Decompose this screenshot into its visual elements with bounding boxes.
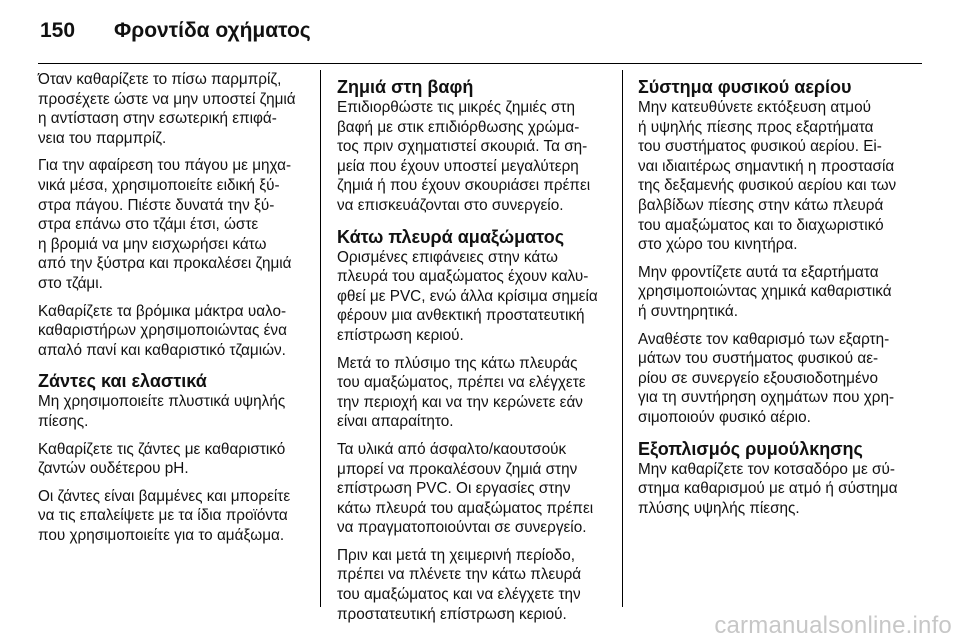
text-line: νικά μέσα, χρησιμοποιείτε ειδική ξύ- xyxy=(38,176,280,194)
column-right xyxy=(638,70,910,526)
text-line: μεία που έχουν υποστεί μεγαλύτερη xyxy=(337,157,579,175)
paragraph xyxy=(337,546,605,624)
text-line: προστατευτική επίστρωση κεριού. xyxy=(337,605,567,623)
paragraph xyxy=(38,156,310,293)
text-line: Οι ζάντες είναι βαμμένες και μπορείτε xyxy=(38,487,291,505)
text-line: τος πριν σχηματιστεί σκουριά. Τα ση- xyxy=(337,138,588,156)
text-line: του συστήματος φυσικού αερίου. Ei- xyxy=(638,138,882,156)
text-line: ρίου σε συνεργείο εξουσιοδοτημένο xyxy=(638,369,878,387)
text-line: ζαντών ουδέτερου pH. xyxy=(38,460,189,478)
text-line: στο χώρο του κινητήρα. xyxy=(638,236,798,254)
text-line: Μετά το πλύσιμο της κάτω πλευράς xyxy=(337,354,578,372)
section-heading-underbody: Κάτω πλευρά αμαξώματος xyxy=(337,226,565,247)
text-line: να επισκευάζονται στο συνεργείο. xyxy=(337,196,564,214)
text-line: προσέχετε ώστε να μην υποστεί ζημιά xyxy=(38,90,296,108)
text-line: για τη συντήρηση οχημάτων που χρη- xyxy=(638,389,895,407)
text-line: βαφή με στικ επιδιόρθωσης χρώμα- xyxy=(337,118,580,136)
text-line: Τα υλικά από άσφαλτο/καουτσούκ xyxy=(337,440,567,458)
text-line: από την ξύστρα και προκαλέσει ζημιά xyxy=(38,255,292,273)
section-heading-natural-gas: Σύστημα φυσικού αερίου xyxy=(638,77,852,97)
text-line: στο τζάμι. xyxy=(38,274,103,292)
watermark: carmanualsonline.info xyxy=(714,612,952,639)
text-line: ή υψηλής πίεσης προς εξαρτήματα xyxy=(638,118,874,136)
text-line: πίεσης. xyxy=(38,412,89,430)
text-line: Καθαρίζετε τις ζάντες με καθαριστικό xyxy=(38,440,286,458)
paragraph xyxy=(337,354,605,432)
text-line: Μην καθαρίζετε τον κοτσαδόρο με σύ- xyxy=(638,460,895,478)
text-line: στρα πάγου. Πιέστε δυνατά την ξύ- xyxy=(38,196,275,214)
paragraph xyxy=(337,440,605,538)
text-line: Πριν και μετά τη χειμερινή περίοδο, xyxy=(337,546,575,564)
text-line: του αμαξώματος και να ελέγχετε την xyxy=(337,586,581,604)
text-line: Επιδιορθώστε τις μικρές ζημιές στη xyxy=(337,99,575,116)
paragraph xyxy=(38,392,310,431)
column-middle xyxy=(337,70,605,632)
paragraph xyxy=(337,98,605,216)
text-line: ζημιά ή που έχουν σκουριάσει πρέπει xyxy=(337,177,591,195)
text-line: Μην φροντίζετε αυτά τα εξαρτήματα xyxy=(638,263,879,281)
paragraph xyxy=(38,440,310,479)
text-line: καθαριστήρων χρησιμοποιώντας ένα xyxy=(38,322,287,340)
paragraph xyxy=(638,98,910,255)
text-line: την περιοχή και να την κερώνετε εάν xyxy=(337,393,583,411)
section-heading-paint: Ζημιά στη βαφή xyxy=(337,77,474,97)
page-number: 150 xyxy=(40,19,76,42)
text-line: Καθαρίζετε τα βρόμικα μάκτρα υαλο- xyxy=(38,302,287,320)
text-line: Ορισμένες επιφάνειες στην κάτω xyxy=(337,248,558,266)
text-line: επίστρωση κεριού. xyxy=(337,326,464,344)
text-line: φθεί με PVC, ενώ άλλα κρίσιμα σημεία xyxy=(337,287,598,305)
text-line: χρησιμοποιώντας χημικά καθαριστικά xyxy=(638,283,892,301)
paragraph xyxy=(638,263,910,322)
text-line: πλευρά του αμαξώματος έχουν καλυ- xyxy=(337,268,589,286)
text-line: να τις επαλείψετε με τα ίδια προϊόντα xyxy=(38,507,288,525)
paragraph xyxy=(638,460,910,519)
header-rule xyxy=(38,63,922,64)
text-line: φέρουν μια ανθεκτική προστατευτική xyxy=(337,307,585,325)
text-line: ναι ιδιαιτέρως σημαντική η προστασία xyxy=(638,157,895,175)
column-divider xyxy=(622,70,623,607)
text-line: πλύσης υψηλής πίεσης. xyxy=(638,499,800,517)
text-line: που χρησιμοποιείτε για το αμάξωμα. xyxy=(38,526,285,544)
page-header xyxy=(40,14,920,48)
text-line: κάτω πλευρά του αμαξώματος πρέπει xyxy=(337,499,594,517)
section-heading-towbar: Εξοπλισμός ρυμούλκησης xyxy=(638,438,863,459)
paragraph xyxy=(638,330,910,428)
text-line: η βρομιά να μην εισχωρήσει κάτω xyxy=(38,235,267,253)
column-divider xyxy=(320,70,321,607)
text-line: να πραγματοποιούνται σε συνεργείο. xyxy=(337,519,587,537)
text-line: ή συντηρητικά. xyxy=(638,302,738,320)
text-line: του αμαξώματος, πρέπει να ελέγχετε xyxy=(337,374,586,392)
text-line: του αμαξώματος και το διαχωριστικό xyxy=(638,216,884,234)
column-left xyxy=(38,70,310,553)
text-line: σιμοποιούν φυσικό αέριο. xyxy=(638,408,811,426)
paragraph xyxy=(38,487,310,546)
text-line: στρα επάνω στο τζάμι έτσι, ώστε xyxy=(38,216,259,234)
text-line: στημα καθαρισμού με ατμό ή σύστημα xyxy=(638,480,898,498)
paragraph xyxy=(337,248,605,346)
page-title: Φροντίδα οχήματος xyxy=(114,19,311,42)
text-line: Για την αφαίρεση του πάγου με μηχα- xyxy=(38,157,292,175)
text-line: η αντίσταση στην εσωτερική επιφά- xyxy=(38,110,277,128)
text-line: μάτων του συστήματος φυσικού αε- xyxy=(638,350,879,368)
section-heading-tires: Ζάντες και ελαστικά xyxy=(38,371,207,392)
text-line: Μην κατευθύνετε εκτόξευση ατμού xyxy=(638,99,871,116)
text-line: μπορεί να προκαλέσουν ζημιά στην xyxy=(337,460,578,478)
paragraph xyxy=(38,302,310,361)
text-line: Όταν καθαρίζετε το πίσω παρμπρίζ, xyxy=(38,71,282,88)
text-line: Μη χρησιμοποιείτε πλυστικά υψηλής xyxy=(38,393,286,411)
paragraph xyxy=(38,70,310,148)
text-line: πρέπει να πλένετε την κάτω πλευρά xyxy=(337,566,582,584)
text-line: νεια του παρμπρίζ. xyxy=(38,129,167,147)
text-line: της δεξαμενής φυσικού αερίου και των xyxy=(638,177,897,195)
text-line: επίστρωση PVC. Οι εργασίες στην xyxy=(337,480,571,498)
text-line: απαλό πανί και καθαριστικό τζαμιών. xyxy=(38,341,286,359)
text-line: Αναθέστε τον καθαρισμό των εξαρτη- xyxy=(638,330,890,348)
text-line: βαλβίδων πίεσης στην κάτω πλευρά xyxy=(638,196,884,214)
text-line: είναι απαραίτητο. xyxy=(337,413,454,431)
